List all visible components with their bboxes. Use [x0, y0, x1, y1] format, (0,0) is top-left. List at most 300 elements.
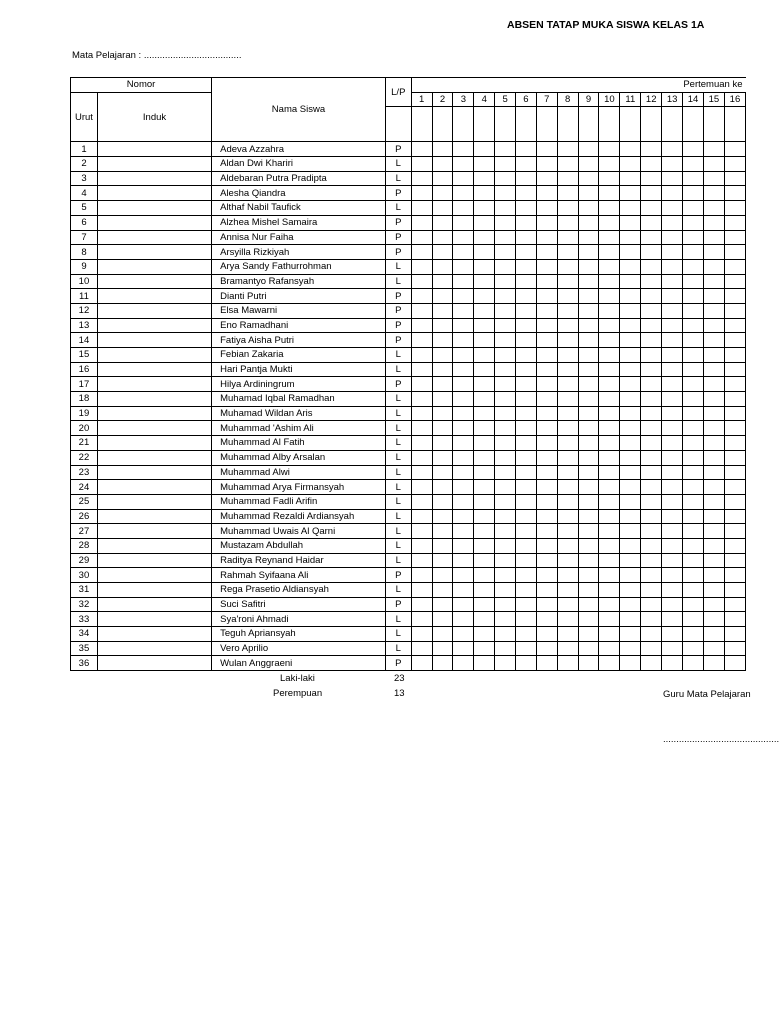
- attendance-cell[interactable]: [724, 157, 745, 172]
- attendance-cell[interactable]: [724, 215, 745, 230]
- attendance-cell[interactable]: [724, 627, 745, 642]
- attendance-cell[interactable]: [495, 627, 516, 642]
- attendance-cell[interactable]: [724, 201, 745, 216]
- attendance-cell[interactable]: [557, 509, 578, 524]
- attendance-cell[interactable]: [662, 362, 683, 377]
- attendance-cell[interactable]: [641, 157, 662, 172]
- attendance-cell[interactable]: [474, 303, 495, 318]
- attendance-cell[interactable]: [662, 421, 683, 436]
- attendance-cell[interactable]: [411, 524, 432, 539]
- attendance-cell[interactable]: [453, 318, 474, 333]
- attendance-cell[interactable]: [411, 392, 432, 407]
- attendance-cell[interactable]: [620, 450, 641, 465]
- attendance-cell[interactable]: [453, 201, 474, 216]
- attendance-cell[interactable]: [703, 583, 724, 598]
- attendance-cell[interactable]: [703, 538, 724, 553]
- attendance-cell[interactable]: [557, 392, 578, 407]
- attendance-cell[interactable]: [578, 553, 599, 568]
- attendance-cell[interactable]: [620, 245, 641, 260]
- attendance-cell[interactable]: [411, 142, 432, 157]
- attendance-cell[interactable]: [474, 509, 495, 524]
- attendance-cell[interactable]: [495, 333, 516, 348]
- attendance-cell[interactable]: [641, 303, 662, 318]
- attendance-cell[interactable]: [536, 597, 557, 612]
- attendance-cell[interactable]: [432, 259, 453, 274]
- attendance-cell[interactable]: [703, 215, 724, 230]
- attendance-cell[interactable]: [703, 597, 724, 612]
- attendance-cell[interactable]: [432, 627, 453, 642]
- attendance-cell[interactable]: [578, 436, 599, 451]
- attendance-cell[interactable]: [411, 406, 432, 421]
- attendance-cell[interactable]: [536, 259, 557, 274]
- attendance-cell[interactable]: [432, 186, 453, 201]
- attendance-cell[interactable]: [683, 656, 704, 671]
- attendance-cell[interactable]: [557, 597, 578, 612]
- attendance-cell[interactable]: [620, 627, 641, 642]
- attendance-cell[interactable]: [662, 553, 683, 568]
- attendance-cell[interactable]: [516, 348, 537, 363]
- attendance-cell[interactable]: [620, 612, 641, 627]
- attendance-cell[interactable]: [516, 641, 537, 656]
- attendance-cell[interactable]: [495, 597, 516, 612]
- attendance-cell[interactable]: [683, 524, 704, 539]
- attendance-cell[interactable]: [620, 524, 641, 539]
- attendance-cell[interactable]: [703, 348, 724, 363]
- attendance-cell[interactable]: [432, 377, 453, 392]
- attendance-cell[interactable]: [474, 392, 495, 407]
- attendance-cell[interactable]: [683, 215, 704, 230]
- attendance-cell[interactable]: [599, 480, 620, 495]
- attendance-cell[interactable]: [453, 524, 474, 539]
- attendance-cell[interactable]: [599, 406, 620, 421]
- attendance-cell[interactable]: [453, 157, 474, 172]
- attendance-cell[interactable]: [620, 538, 641, 553]
- attendance-cell[interactable]: [662, 392, 683, 407]
- attendance-cell[interactable]: [599, 303, 620, 318]
- attendance-cell[interactable]: [411, 583, 432, 598]
- attendance-cell[interactable]: [662, 201, 683, 216]
- attendance-cell[interactable]: [495, 362, 516, 377]
- attendance-cell[interactable]: [536, 494, 557, 509]
- attendance-cell[interactable]: [662, 406, 683, 421]
- attendance-cell[interactable]: [474, 333, 495, 348]
- attendance-cell[interactable]: [557, 333, 578, 348]
- attendance-cell[interactable]: [620, 274, 641, 289]
- attendance-cell[interactable]: [724, 274, 745, 289]
- attendance-cell[interactable]: [724, 348, 745, 363]
- attendance-cell[interactable]: [683, 509, 704, 524]
- attendance-cell[interactable]: [495, 406, 516, 421]
- attendance-cell[interactable]: [724, 245, 745, 260]
- attendance-cell[interactable]: [641, 392, 662, 407]
- attendance-cell[interactable]: [432, 215, 453, 230]
- attendance-cell[interactable]: [516, 583, 537, 598]
- attendance-cell[interactable]: [724, 436, 745, 451]
- attendance-cell[interactable]: [432, 406, 453, 421]
- attendance-cell[interactable]: [411, 450, 432, 465]
- attendance-cell[interactable]: [495, 230, 516, 245]
- attendance-cell[interactable]: [683, 480, 704, 495]
- attendance-cell[interactable]: [432, 524, 453, 539]
- attendance-cell[interactable]: [432, 274, 453, 289]
- attendance-cell[interactable]: [474, 230, 495, 245]
- attendance-cell[interactable]: [620, 568, 641, 583]
- attendance-cell[interactable]: [620, 215, 641, 230]
- attendance-cell[interactable]: [724, 230, 745, 245]
- attendance-cell[interactable]: [641, 583, 662, 598]
- attendance-cell[interactable]: [703, 186, 724, 201]
- attendance-cell[interactable]: [578, 201, 599, 216]
- attendance-cell[interactable]: [662, 245, 683, 260]
- attendance-cell[interactable]: [703, 553, 724, 568]
- attendance-cell[interactable]: [662, 171, 683, 186]
- attendance-cell[interactable]: [495, 157, 516, 172]
- attendance-cell[interactable]: [683, 186, 704, 201]
- attendance-cell[interactable]: [557, 377, 578, 392]
- attendance-cell[interactable]: [599, 362, 620, 377]
- attendance-cell[interactable]: [641, 436, 662, 451]
- attendance-cell[interactable]: [662, 538, 683, 553]
- attendance-cell[interactable]: [432, 436, 453, 451]
- attendance-cell[interactable]: [703, 524, 724, 539]
- attendance-cell[interactable]: [474, 627, 495, 642]
- attendance-cell[interactable]: [432, 465, 453, 480]
- attendance-cell[interactable]: [516, 627, 537, 642]
- attendance-cell[interactable]: [495, 656, 516, 671]
- attendance-cell[interactable]: [516, 245, 537, 260]
- attendance-cell[interactable]: [474, 568, 495, 583]
- attendance-cell[interactable]: [662, 348, 683, 363]
- attendance-cell[interactable]: [557, 318, 578, 333]
- attendance-cell[interactable]: [453, 597, 474, 612]
- attendance-cell[interactable]: [411, 465, 432, 480]
- attendance-cell[interactable]: [516, 524, 537, 539]
- attendance-cell[interactable]: [557, 465, 578, 480]
- attendance-cell[interactable]: [724, 421, 745, 436]
- attendance-cell[interactable]: [620, 509, 641, 524]
- attendance-cell[interactable]: [683, 406, 704, 421]
- attendance-cell[interactable]: [474, 494, 495, 509]
- attendance-cell[interactable]: [495, 494, 516, 509]
- attendance-cell[interactable]: [557, 406, 578, 421]
- attendance-cell[interactable]: [599, 215, 620, 230]
- attendance-cell[interactable]: [411, 377, 432, 392]
- attendance-cell[interactable]: [599, 568, 620, 583]
- attendance-cell[interactable]: [453, 377, 474, 392]
- attendance-cell[interactable]: [474, 553, 495, 568]
- attendance-cell[interactable]: [411, 612, 432, 627]
- attendance-cell[interactable]: [536, 524, 557, 539]
- attendance-cell[interactable]: [557, 348, 578, 363]
- attendance-cell[interactable]: [620, 318, 641, 333]
- attendance-cell[interactable]: [724, 377, 745, 392]
- attendance-cell[interactable]: [411, 201, 432, 216]
- attendance-cell[interactable]: [578, 274, 599, 289]
- attendance-cell[interactable]: [474, 421, 495, 436]
- attendance-cell[interactable]: [599, 377, 620, 392]
- attendance-cell[interactable]: [557, 171, 578, 186]
- attendance-cell[interactable]: [516, 230, 537, 245]
- attendance-cell[interactable]: [411, 538, 432, 553]
- attendance-cell[interactable]: [453, 230, 474, 245]
- attendance-cell[interactable]: [641, 215, 662, 230]
- attendance-cell[interactable]: [683, 157, 704, 172]
- attendance-cell[interactable]: [703, 230, 724, 245]
- attendance-cell[interactable]: [703, 289, 724, 304]
- attendance-cell[interactable]: [724, 303, 745, 318]
- attendance-cell[interactable]: [516, 494, 537, 509]
- attendance-cell[interactable]: [516, 450, 537, 465]
- attendance-cell[interactable]: [432, 157, 453, 172]
- attendance-cell[interactable]: [474, 259, 495, 274]
- attendance-cell[interactable]: [662, 509, 683, 524]
- attendance-cell[interactable]: [453, 303, 474, 318]
- attendance-cell[interactable]: [620, 201, 641, 216]
- attendance-cell[interactable]: [453, 656, 474, 671]
- attendance-cell[interactable]: [474, 215, 495, 230]
- attendance-cell[interactable]: [474, 538, 495, 553]
- attendance-cell[interactable]: [578, 597, 599, 612]
- attendance-cell[interactable]: [620, 465, 641, 480]
- attendance-cell[interactable]: [495, 509, 516, 524]
- attendance-cell[interactable]: [557, 524, 578, 539]
- attendance-cell[interactable]: [703, 509, 724, 524]
- attendance-cell[interactable]: [683, 641, 704, 656]
- attendance-cell[interactable]: [411, 480, 432, 495]
- attendance-cell[interactable]: [662, 597, 683, 612]
- attendance-cell[interactable]: [557, 583, 578, 598]
- attendance-cell[interactable]: [599, 157, 620, 172]
- attendance-cell[interactable]: [641, 421, 662, 436]
- attendance-cell[interactable]: [620, 362, 641, 377]
- attendance-cell[interactable]: [453, 465, 474, 480]
- attendance-cell[interactable]: [620, 377, 641, 392]
- attendance-cell[interactable]: [411, 171, 432, 186]
- attendance-cell[interactable]: [662, 186, 683, 201]
- attendance-cell[interactable]: [474, 656, 495, 671]
- attendance-cell[interactable]: [662, 377, 683, 392]
- attendance-cell[interactable]: [703, 362, 724, 377]
- attendance-cell[interactable]: [724, 142, 745, 157]
- attendance-cell[interactable]: [432, 421, 453, 436]
- attendance-cell[interactable]: [620, 157, 641, 172]
- attendance-cell[interactable]: [620, 303, 641, 318]
- attendance-cell[interactable]: [641, 333, 662, 348]
- attendance-cell[interactable]: [578, 171, 599, 186]
- attendance-cell[interactable]: [411, 333, 432, 348]
- attendance-cell[interactable]: [453, 259, 474, 274]
- attendance-cell[interactable]: [432, 450, 453, 465]
- attendance-cell[interactable]: [536, 641, 557, 656]
- attendance-cell[interactable]: [641, 568, 662, 583]
- attendance-cell[interactable]: [557, 494, 578, 509]
- attendance-cell[interactable]: [703, 318, 724, 333]
- attendance-cell[interactable]: [495, 436, 516, 451]
- attendance-cell[interactable]: [557, 656, 578, 671]
- attendance-cell[interactable]: [620, 392, 641, 407]
- attendance-cell[interactable]: [432, 480, 453, 495]
- attendance-cell[interactable]: [578, 494, 599, 509]
- attendance-cell[interactable]: [516, 289, 537, 304]
- attendance-cell[interactable]: [620, 333, 641, 348]
- attendance-cell[interactable]: [724, 259, 745, 274]
- attendance-cell[interactable]: [620, 289, 641, 304]
- attendance-cell[interactable]: [453, 392, 474, 407]
- attendance-cell[interactable]: [495, 142, 516, 157]
- attendance-cell[interactable]: [516, 538, 537, 553]
- attendance-cell[interactable]: [620, 480, 641, 495]
- attendance-cell[interactable]: [516, 362, 537, 377]
- attendance-cell[interactable]: [683, 377, 704, 392]
- attendance-cell[interactable]: [683, 583, 704, 598]
- attendance-cell[interactable]: [432, 289, 453, 304]
- attendance-cell[interactable]: [516, 436, 537, 451]
- attendance-cell[interactable]: [516, 377, 537, 392]
- attendance-cell[interactable]: [599, 450, 620, 465]
- attendance-cell[interactable]: [599, 524, 620, 539]
- attendance-cell[interactable]: [641, 494, 662, 509]
- attendance-cell[interactable]: [683, 348, 704, 363]
- attendance-cell[interactable]: [536, 215, 557, 230]
- attendance-cell[interactable]: [536, 583, 557, 598]
- attendance-cell[interactable]: [453, 142, 474, 157]
- attendance-cell[interactable]: [557, 436, 578, 451]
- attendance-cell[interactable]: [411, 259, 432, 274]
- attendance-cell[interactable]: [703, 494, 724, 509]
- attendance-cell[interactable]: [536, 201, 557, 216]
- attendance-cell[interactable]: [536, 274, 557, 289]
- attendance-cell[interactable]: [703, 450, 724, 465]
- attendance-cell[interactable]: [662, 641, 683, 656]
- attendance-cell[interactable]: [536, 171, 557, 186]
- attendance-cell[interactable]: [495, 303, 516, 318]
- attendance-cell[interactable]: [578, 406, 599, 421]
- attendance-cell[interactable]: [474, 186, 495, 201]
- attendance-cell[interactable]: [453, 245, 474, 260]
- attendance-cell[interactable]: [703, 612, 724, 627]
- attendance-cell[interactable]: [516, 612, 537, 627]
- attendance-cell[interactable]: [599, 289, 620, 304]
- attendance-cell[interactable]: [495, 583, 516, 598]
- attendance-cell[interactable]: [411, 597, 432, 612]
- attendance-cell[interactable]: [620, 348, 641, 363]
- attendance-cell[interactable]: [411, 274, 432, 289]
- attendance-cell[interactable]: [724, 450, 745, 465]
- attendance-cell[interactable]: [536, 245, 557, 260]
- attendance-cell[interactable]: [724, 538, 745, 553]
- attendance-cell[interactable]: [662, 612, 683, 627]
- attendance-cell[interactable]: [536, 333, 557, 348]
- attendance-cell[interactable]: [495, 641, 516, 656]
- attendance-cell[interactable]: [536, 568, 557, 583]
- attendance-cell[interactable]: [578, 392, 599, 407]
- attendance-cell[interactable]: [516, 568, 537, 583]
- attendance-cell[interactable]: [474, 406, 495, 421]
- attendance-cell[interactable]: [641, 553, 662, 568]
- attendance-cell[interactable]: [662, 494, 683, 509]
- attendance-cell[interactable]: [683, 230, 704, 245]
- attendance-cell[interactable]: [683, 392, 704, 407]
- attendance-cell[interactable]: [495, 215, 516, 230]
- attendance-cell[interactable]: [453, 406, 474, 421]
- attendance-cell[interactable]: [557, 421, 578, 436]
- attendance-cell[interactable]: [578, 465, 599, 480]
- attendance-cell[interactable]: [432, 509, 453, 524]
- attendance-cell[interactable]: [599, 597, 620, 612]
- attendance-cell[interactable]: [683, 421, 704, 436]
- attendance-cell[interactable]: [536, 450, 557, 465]
- attendance-cell[interactable]: [662, 259, 683, 274]
- attendance-cell[interactable]: [703, 245, 724, 260]
- attendance-cell[interactable]: [453, 612, 474, 627]
- attendance-cell[interactable]: [453, 583, 474, 598]
- attendance-cell[interactable]: [724, 406, 745, 421]
- attendance-cell[interactable]: [411, 157, 432, 172]
- attendance-cell[interactable]: [474, 245, 495, 260]
- attendance-cell[interactable]: [432, 641, 453, 656]
- attendance-cell[interactable]: [432, 568, 453, 583]
- attendance-cell[interactable]: [620, 259, 641, 274]
- attendance-cell[interactable]: [516, 274, 537, 289]
- attendance-cell[interactable]: [620, 406, 641, 421]
- attendance-cell[interactable]: [641, 230, 662, 245]
- attendance-cell[interactable]: [641, 612, 662, 627]
- attendance-cell[interactable]: [641, 656, 662, 671]
- attendance-cell[interactable]: [703, 259, 724, 274]
- attendance-cell[interactable]: [495, 201, 516, 216]
- attendance-cell[interactable]: [599, 230, 620, 245]
- attendance-cell[interactable]: [474, 274, 495, 289]
- attendance-cell[interactable]: [703, 333, 724, 348]
- attendance-cell[interactable]: [683, 171, 704, 186]
- attendance-cell[interactable]: [411, 289, 432, 304]
- attendance-cell[interactable]: [620, 230, 641, 245]
- attendance-cell[interactable]: [683, 450, 704, 465]
- attendance-cell[interactable]: [453, 553, 474, 568]
- attendance-cell[interactable]: [495, 289, 516, 304]
- attendance-cell[interactable]: [683, 142, 704, 157]
- attendance-cell[interactable]: [474, 641, 495, 656]
- attendance-cell[interactable]: [641, 641, 662, 656]
- attendance-cell[interactable]: [662, 303, 683, 318]
- attendance-cell[interactable]: [641, 259, 662, 274]
- attendance-cell[interactable]: [495, 538, 516, 553]
- attendance-cell[interactable]: [411, 245, 432, 260]
- attendance-cell[interactable]: [683, 538, 704, 553]
- attendance-cell[interactable]: [557, 553, 578, 568]
- attendance-cell[interactable]: [724, 583, 745, 598]
- attendance-cell[interactable]: [683, 201, 704, 216]
- attendance-cell[interactable]: [474, 362, 495, 377]
- attendance-cell[interactable]: [453, 274, 474, 289]
- attendance-cell[interactable]: [557, 627, 578, 642]
- attendance-cell[interactable]: [495, 186, 516, 201]
- attendance-cell[interactable]: [683, 245, 704, 260]
- attendance-cell[interactable]: [724, 568, 745, 583]
- attendance-cell[interactable]: [599, 509, 620, 524]
- attendance-cell[interactable]: [411, 421, 432, 436]
- attendance-cell[interactable]: [495, 171, 516, 186]
- attendance-cell[interactable]: [536, 289, 557, 304]
- attendance-cell[interactable]: [683, 627, 704, 642]
- attendance-cell[interactable]: [641, 406, 662, 421]
- attendance-cell[interactable]: [536, 392, 557, 407]
- attendance-cell[interactable]: [411, 303, 432, 318]
- attendance-cell[interactable]: [578, 421, 599, 436]
- attendance-cell[interactable]: [453, 436, 474, 451]
- attendance-cell[interactable]: [536, 627, 557, 642]
- attendance-cell[interactable]: [432, 597, 453, 612]
